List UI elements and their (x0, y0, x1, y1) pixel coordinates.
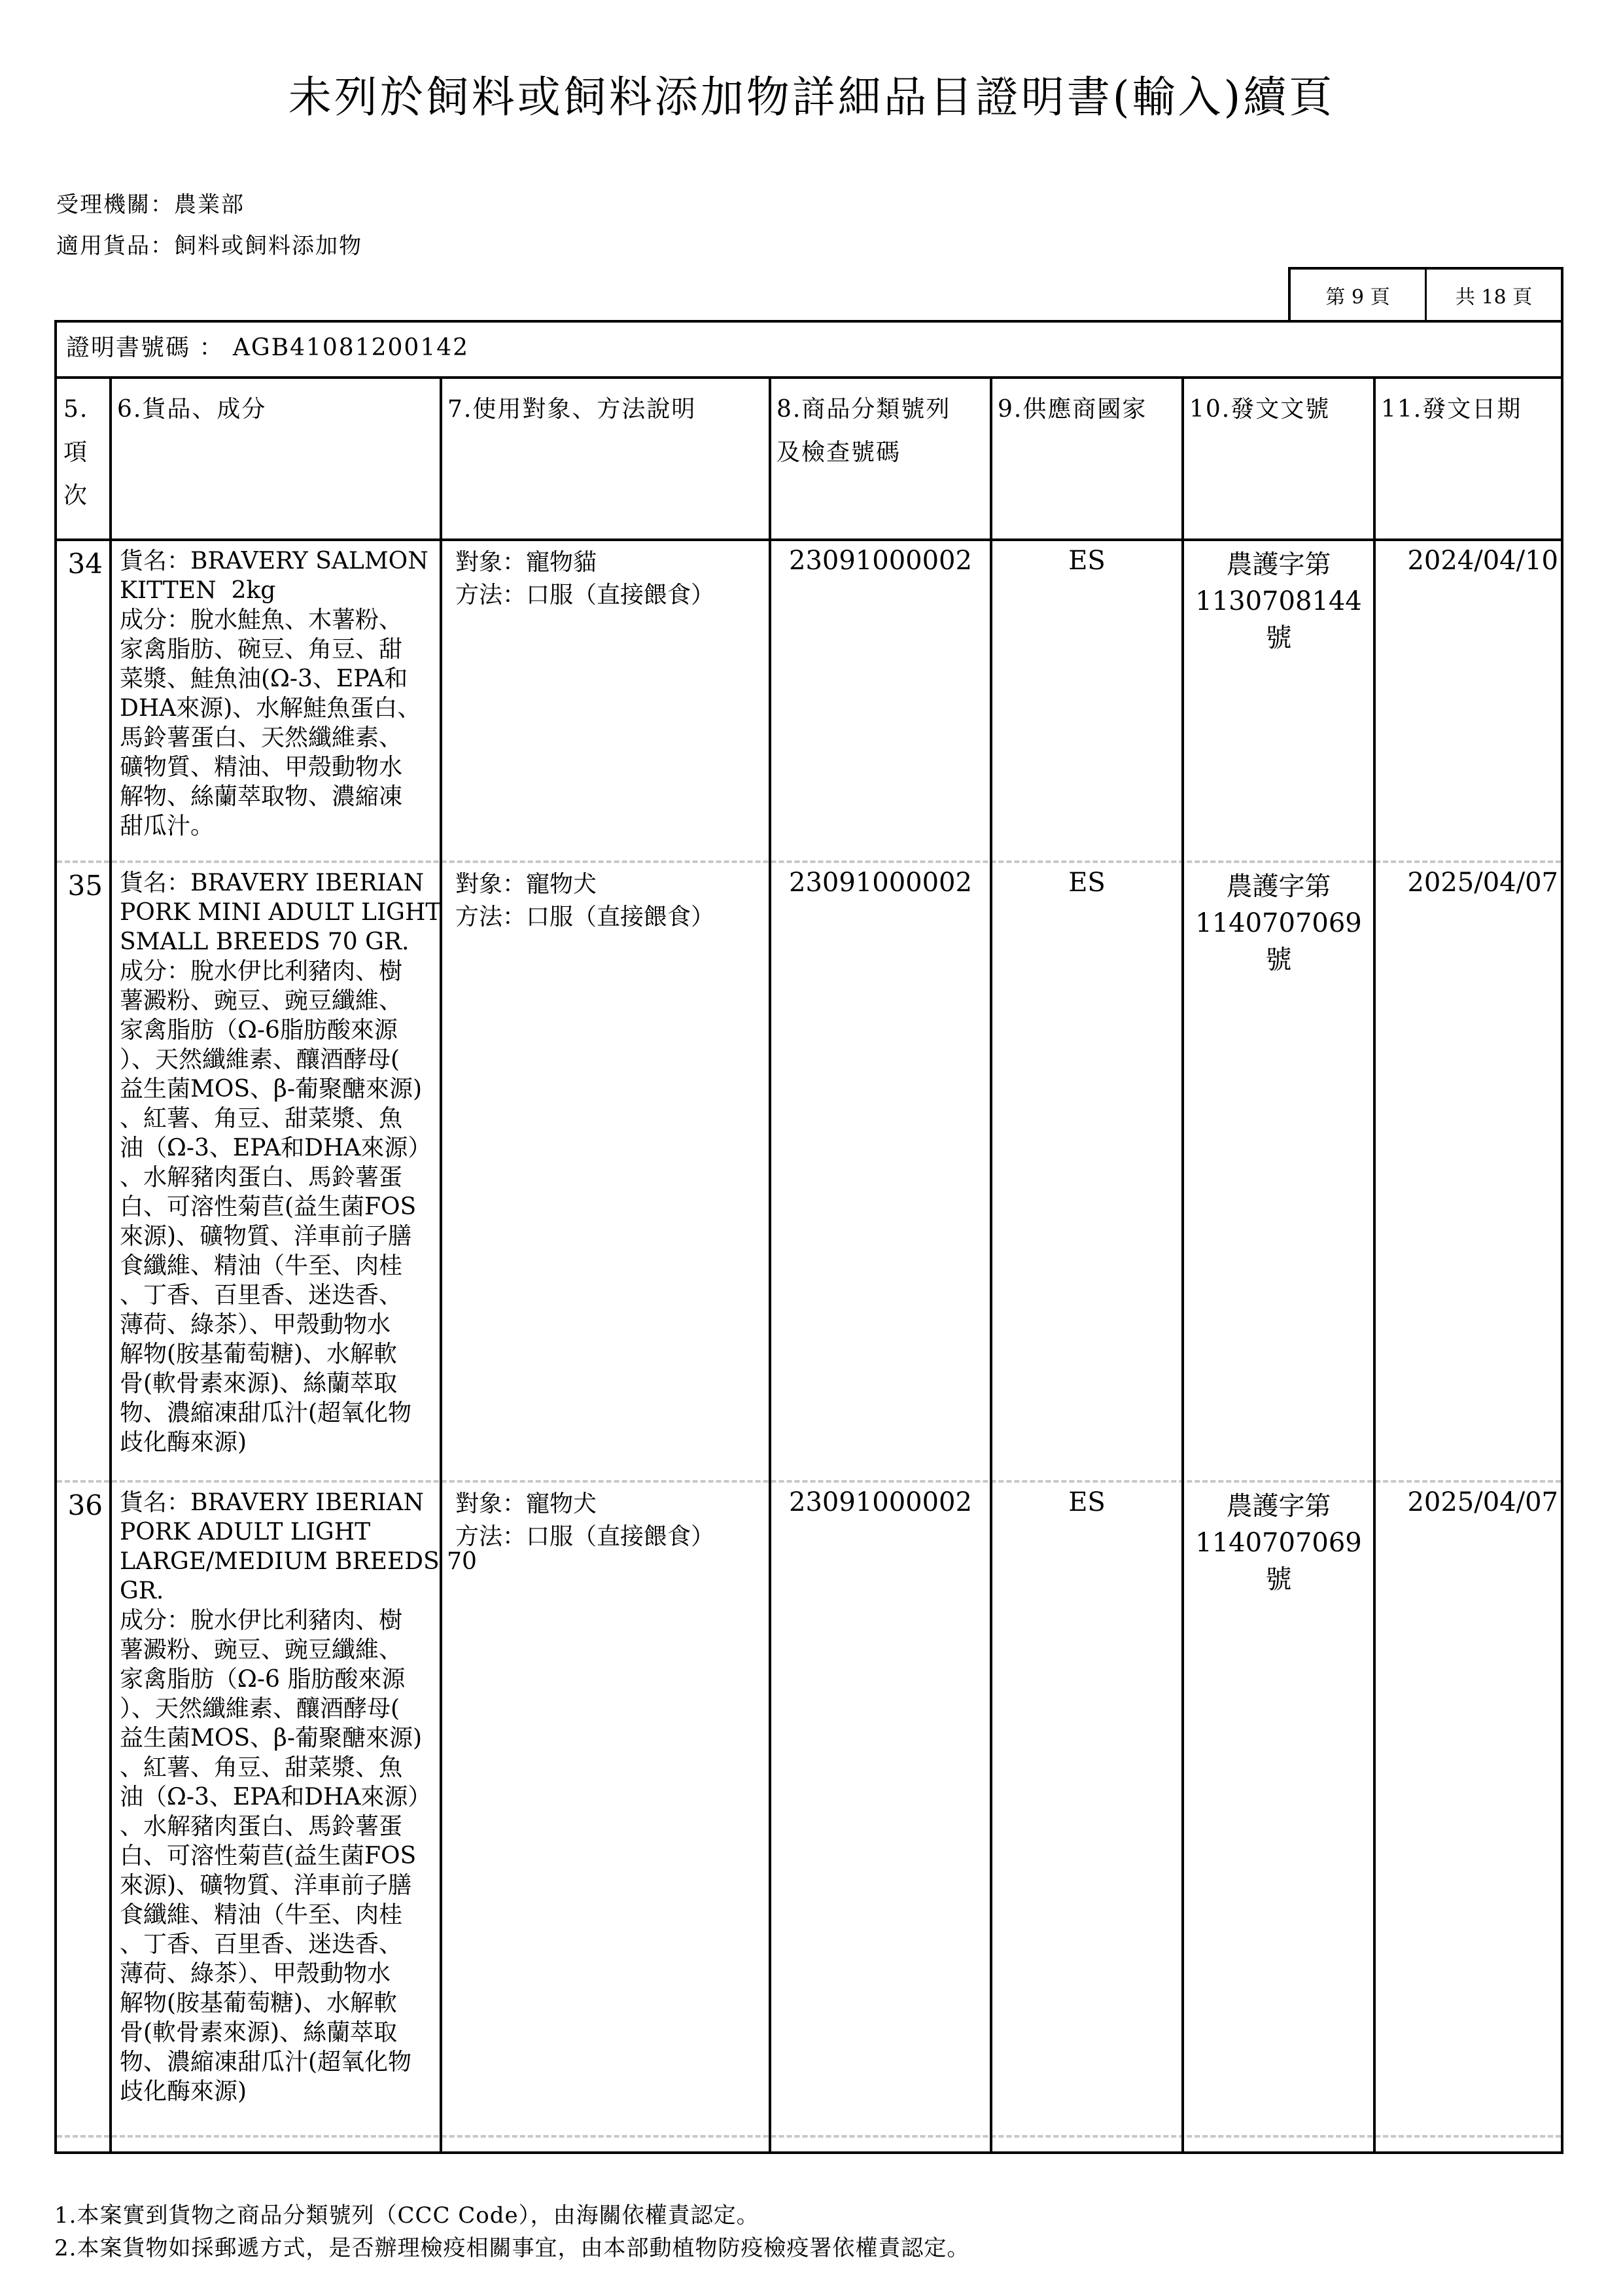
page-indicator (1288, 267, 1563, 320)
document-number (1188, 546, 1369, 656)
goods-description (120, 546, 440, 841)
text-line: 油（Ω-3、EPA和DHA來源） (120, 1135, 432, 1161)
text-line: 7.使用對象、方法說明 (447, 396, 697, 423)
usage-description (455, 868, 774, 934)
footnote-1: 1.本案實到貨物之商品分類號列（CCC Code），由海關依權責認定。 (54, 2202, 759, 2229)
goods-description (120, 1488, 477, 2106)
text-line: ）、天然纖維素、釀酒酵母( (120, 1046, 400, 1073)
text-line: 2024/04/10 (1407, 546, 1558, 576)
text-line: 白、可溶性菊苣(益生菌FOS (120, 1843, 417, 1869)
text-line: 方法：口服（直接餵食） (455, 582, 715, 609)
text-line: ES (1068, 868, 1106, 898)
text-line: 8.商品分類號列 (777, 396, 951, 423)
goods-description (120, 868, 440, 1457)
text-line: 農護字第 (1226, 550, 1331, 580)
text-line: 11.發文日期 (1381, 396, 1522, 423)
text-line: PORK MINI ADULT LIGHT (120, 899, 442, 926)
header-usage (447, 388, 766, 431)
text-line: 薄荷、綠茶）、甲殼動物水 (120, 1311, 391, 1338)
text-line: ES (1068, 546, 1106, 576)
text-line: 號 (1265, 945, 1292, 975)
supplier-country (996, 868, 1178, 898)
text-line: LARGE/MEDIUM BREEDS 70 (120, 1548, 477, 1575)
text-line: 來源)、礦物質、洋車前子膳 (120, 1872, 412, 1899)
text-line: 解物、絲蘭萃取物、濃縮凍 (120, 783, 403, 810)
footnote-2: 2.本案貨物如採郵遞方式，是否辦理檢疫相關事宜，由本部動植物防疫檢疫署依權責認定。 (54, 2235, 970, 2261)
text-line: 歧化酶來源) (120, 2078, 247, 2105)
text-line: 食纖維、精油（牛至、肉桂 (120, 1901, 403, 1928)
applicable-goods-label: 適用貨品：飼料或飼料添加物 (56, 233, 362, 259)
item-number (60, 871, 103, 900)
text-line: 歧化酶來源) (120, 1429, 247, 1456)
text-line: 次 (63, 482, 89, 509)
text-line: 骨(軟骨素來源)、絲蘭萃取 (120, 1370, 398, 1397)
text-line: 馬鈴薯蛋白、天然纖維素、 (120, 724, 403, 751)
text-line: 、水解豬肉蛋白、馬鈴薯蛋 (120, 1164, 403, 1191)
supplier-country (996, 1488, 1178, 1517)
item-number (60, 549, 103, 578)
text-line: 農護字第 (1226, 872, 1331, 902)
text-line: 成分：脫水伊比利豬肉、樹 (120, 1607, 403, 1634)
text-line: 及檢查號碼 (777, 439, 901, 466)
text-line: ES (1068, 1487, 1106, 1517)
text-line: GR. (120, 1578, 164, 1604)
column-divider (1181, 376, 1184, 2151)
text-line: 礦物質、精油、甲殼動物水 (120, 754, 403, 781)
text-line: 1140707069 (1195, 1528, 1362, 1558)
items-table (54, 320, 1563, 2154)
text-line: 白、可溶性菊苣(益生菌FOS (120, 1193, 417, 1220)
text-line: 貨名：BRAVERY IBERIAN (120, 1489, 425, 1516)
page-current: 第 9 頁 (1291, 270, 1427, 320)
text-line: 油（Ω-3、EPA和DHA來源） (120, 1784, 432, 1810)
text-line: 成分：脫水伊比利豬肉、樹 (120, 958, 403, 985)
text-line: 解物(胺基葡萄糖)、水解軟 (120, 1341, 398, 1368)
text-line: 薄荷、綠茶）、甲殼動物水 (120, 1960, 391, 1987)
text-line: 項 (63, 439, 89, 466)
text-line: DHA來源)、水解鮭魚蛋白、 (120, 695, 421, 722)
text-line: 、紅薯、角豆、甜菜漿、魚 (120, 1105, 403, 1132)
text-line: 36 (67, 1489, 103, 1521)
text-line: 、紅薯、角豆、甜菜漿、魚 (120, 1754, 403, 1781)
document-number (1188, 868, 1369, 978)
text-line: 成分：脫水鮭魚、木薯粉、 (120, 607, 403, 633)
text-line: 物、濃縮凍甜瓜汁(超氧化物 (120, 2049, 412, 2075)
column-divider (440, 376, 442, 2151)
text-line: 23091000002 (789, 1487, 972, 1517)
text-line: 35 (67, 870, 103, 902)
text-line: 2025/04/07 (1407, 868, 1558, 898)
header-country (998, 388, 1179, 431)
text-line: 甜瓜汁。 (120, 813, 215, 839)
text-line: SMALL BREEDS 70 GR. (120, 928, 410, 955)
header-date (1381, 388, 1560, 431)
text-line: 方法：口服（直接餵食） (455, 904, 715, 930)
text-line: 骨(軟骨素來源)、絲蘭萃取 (120, 2019, 398, 2046)
document-title: 未列於飼料或飼料添加物詳細品目證明書(輸入)續頁 (288, 72, 1335, 122)
text-line: 2025/04/07 (1407, 1487, 1558, 1517)
text-line: 號 (1265, 623, 1292, 653)
column-divider (109, 376, 112, 2151)
document-date (1380, 546, 1558, 576)
text-line: 解物(胺基葡萄糖)、水解軟 (120, 1990, 398, 2017)
column-divider (769, 376, 771, 2151)
document-date (1380, 868, 1558, 898)
text-line: 、水解豬肉蛋白、馬鈴薯蛋 (120, 1813, 403, 1840)
text-line: 物、濃縮凍甜瓜汁(超氧化物 (120, 1400, 412, 1426)
text-line: 貨名：BRAVERY IBERIAN (120, 870, 425, 896)
text-line: ）、天然纖維素、釀酒酵母( (120, 1695, 400, 1722)
item-number (60, 1491, 103, 1520)
text-line: 家禽脂肪（Ω-6 脂肪酸來源 (120, 1666, 406, 1693)
page-total: 共 18 頁 (1455, 285, 1533, 309)
ccc-code (775, 868, 986, 898)
usage-description (455, 1488, 774, 1553)
document-number (1188, 1488, 1369, 1598)
text-line: 來源)、礦物質、洋車前子膳 (120, 1223, 412, 1250)
text-line: 、丁香、百里香、迷迭香、 (120, 1282, 403, 1309)
header-doc-no (1189, 388, 1370, 431)
header-goods (117, 388, 437, 431)
certificate-number: 證明書號碼 ： AGB41081200142 (66, 334, 470, 361)
column-divider (990, 376, 992, 2151)
header-ccc (777, 388, 987, 474)
text-line: 薯澱粉、豌豆、豌豆纖維、 (120, 1636, 403, 1663)
text-line: 家禽脂肪（Ω-6脂肪酸來源 (120, 1017, 398, 1044)
text-line: PORK ADULT LIGHT (120, 1519, 371, 1545)
text-line: 5. (63, 396, 89, 423)
text-line: 10.發文文號 (1189, 396, 1331, 423)
supplier-country (996, 546, 1178, 576)
text-line: 益生菌MOS、β-葡聚醣來源) (120, 1076, 423, 1103)
text-line: 對象：寵物犬 (455, 871, 597, 898)
ccc-code (775, 1488, 986, 1517)
usage-description (455, 546, 774, 612)
column-divider (1373, 376, 1376, 2151)
text-line: 對象：寵物犬 (455, 1491, 597, 1517)
text-line: 食纖維、精油（牛至、肉桂 (120, 1252, 403, 1279)
text-line: 益生菌MOS、β-葡聚醣來源) (120, 1725, 423, 1752)
ccc-code (775, 546, 986, 576)
agency-label: 受理機關：農業部 (56, 192, 245, 218)
text-line: 貨名：BRAVERY SALMON (120, 548, 428, 574)
document-date (1380, 1488, 1558, 1517)
text-line: 1140707069 (1195, 908, 1362, 938)
header-item-no (63, 388, 107, 518)
text-line: 菜漿、鮭魚油(Ω-3、EPA和 (120, 665, 408, 692)
text-line: 34 (67, 548, 103, 580)
text-line: 薯澱粉、豌豆、豌豆纖維、 (120, 987, 403, 1014)
text-line: 23091000002 (789, 868, 972, 898)
text-line: 家禽脂肪、碗豆、角豆、甜 (120, 636, 403, 663)
text-line: 農護字第 (1226, 1491, 1331, 1521)
text-line: 6.貨品、成分 (117, 396, 267, 423)
text-line: 1130708144 (1195, 586, 1362, 616)
text-line: 、丁香、百里香、迷迭香、 (120, 1931, 403, 1958)
text-line: 對象：寵物貓 (455, 549, 597, 576)
text-line: KITTEN 2kg (120, 577, 276, 604)
text-line: 23091000002 (789, 546, 972, 576)
text-line: 方法：口服（直接餵食） (455, 1523, 715, 1550)
text-line: 9.供應商國家 (998, 396, 1147, 423)
text-line: 號 (1265, 1564, 1292, 1595)
